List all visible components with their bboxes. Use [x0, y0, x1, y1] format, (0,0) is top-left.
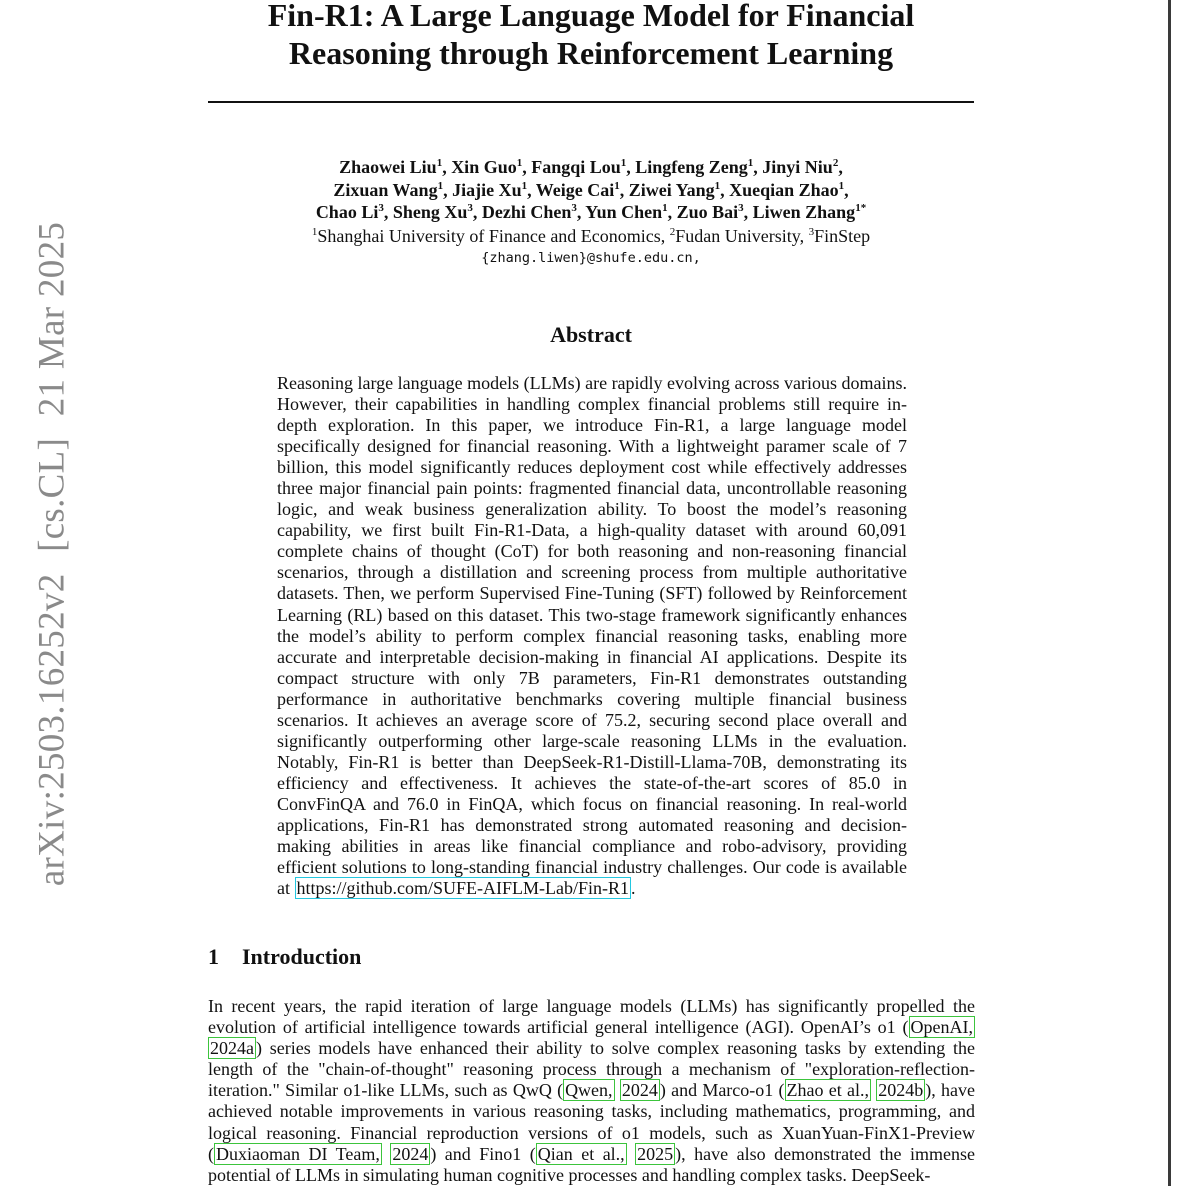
- arxiv-side-stamp: [31, 216, 74, 892]
- author-affil-sup: 3: [571, 202, 577, 214]
- affil-sup: 1: [311, 226, 318, 238]
- arxiv-category: [cs.CL]: [31, 437, 73, 552]
- citation-link[interactable]: Qwen,: [565, 1080, 613, 1101]
- intro-text: In recent years, the rapid iteration of large language models (LLMs) has significantly propelled the evolution of artificial intelligence towards artificial general intelligence (AGI). OpenAI’s o1 (: [208, 996, 975, 1038]
- affiliations: $^1$Shanghai University of Finance and Economics, $^2$Fudan University, $^3$FinStep: [311, 226, 871, 246]
- abstract-body: [277, 373, 907, 899]
- author-affil-sup: 1: [662, 202, 668, 214]
- citation-link[interactable]: OpenAI,: [910, 1017, 973, 1038]
- citation-link[interactable]: 2024a: [210, 1038, 254, 1059]
- citation-link[interactable]: 2024: [621, 1080, 658, 1101]
- paper-title: [208, 0, 974, 72]
- author-name: Xueqian Zhao: [729, 179, 839, 200]
- citation-link[interactable]: 2025: [637, 1143, 674, 1164]
- section-number: 1: [208, 944, 219, 969]
- author-affil-sup: 1: [521, 179, 528, 192]
- abstract-heading: Abstract: [550, 322, 632, 347]
- author-name: Zhaowei Liu: [339, 157, 437, 177]
- citation-link[interactable]: 2024: [392, 1143, 429, 1164]
- author-name: Jinyi Niu: [762, 157, 833, 177]
- author-affil-sup: 1: [436, 157, 443, 169]
- author-name: Chao Li: [315, 202, 379, 222]
- intro-text: ) and Fino1 (: [430, 1143, 536, 1164]
- author-affil-sup: 2: [832, 157, 839, 169]
- code-link[interactable]: https://github.com/SUFE-AIFLM-Lab/Fin-R1: [296, 878, 630, 899]
- section-title: Introduction: [242, 944, 362, 969]
- author-affil-sup: 1: [620, 157, 627, 169]
- author-affil-sup: 1: [614, 179, 620, 192]
- author-email: {zhang.liwen}@shufe.edu.cn,: [481, 250, 701, 266]
- arxiv-date: 21 Mar 2025: [31, 221, 73, 417]
- abstract-text: Reasoning large language models (LLMs) are rapidly evolving across various domains. However, their capabilities in handling complex financial problems still require in-depth exploration. In this paper, we introduce Fin-R1, a large language model specifically designed for financial reasoning. With a lightweight paramer scale of 7 billion, this model significantly reduces deployment cost while effectively addresses three major financial pain points: fragmented financial data, uncontrollable reasoning logic, and weak business generalization ability. To boost the model’s reasoning capability, we first built Fin-R1-Data, a high-quality dataset with around 60,091 complete chains of thought (CoT) for both reasoning and non-reasoning financial scenarios, through a distillation and screening process from multiple authoritative datasets. Then, we perform Supervised Fine-Tuning (SFT) followed by Reinforcement Learning (RL) based on this dataset. This two-stage framework significantly enhances the model’s ability to perform complex financial reasoning tasks, enabling more accurate and interpretable decision-making in financial AI applications. Despite its compact structure with only 7B parameters, Fin-R1 demonstrates outstanding performance in authoritative benchmarks covering multiple financial business scenarios. It achieves an average score of 75.2, securing second place overall and significantly outperforming other large-scale reasoning LLMs in the evaluation. Notably, Fin-R1 is better than DeepSeek-R1-Distill-Llama-70B, demonstrating its efficiency and effectiveness. It achieves the state-of-the-art scores of 85.0 in ConvFinQA and 76.0 in FinQA, which focus on financial reasoning. In real-world applications, Fin-R1 has demonstrated strong automated reasoning and decision-making abilities in areas like financial compliance and robo-advisory, providing efficient solutions to long-standing financial industry challenges. Our code is available at: [277, 373, 908, 899]
- citation-link[interactable]: Duxiaoman DI Team,: [216, 1143, 380, 1164]
- arxiv-id: arXiv:2503.16252v2: [31, 573, 73, 887]
- intro-text: ) series models have enhanced their ability to solve complex reasoning tasks by extending the length of the "chain-of-thought" reasoning process through a mechanism of "exploration-reflection-iteration." Similar o1-like LLMs, such as QwQ (: [208, 1038, 975, 1101]
- abstract-text-end: .: [631, 878, 636, 899]
- author-name: Zixuan Wang: [333, 179, 438, 200]
- citation-link[interactable]: 2024b: [878, 1080, 924, 1101]
- intro-text: ), have also demonstrated the immense potential of LLMs in simulating human cognitive processes and handling complex tasks. DeepSeek-: [208, 1143, 975, 1185]
- title-line-1: Fin-R1: A Large Language Model for Financial: [267, 0, 915, 33]
- author-line-2: Zixuan Wang$^1$, Jiajie Xu$^1$, Weige Cai$^1$, Ziwei Yang$^1$, Xueqian Zhao$^1$,: [333, 179, 849, 200]
- author-affil-sup: 1: [747, 157, 754, 169]
- intro-text: ) and Marco-o1 (: [659, 1080, 785, 1101]
- author-name: Zuo Bai: [676, 202, 739, 222]
- section-heading: [208, 942, 361, 972]
- affil-sup: 2: [669, 226, 676, 238]
- author-name: Lingfeng Zeng: [635, 157, 748, 177]
- author-name: Weige Cai: [535, 179, 615, 200]
- page-gutter: [1171, 0, 1186, 1186]
- title-rule: [208, 101, 974, 103]
- citation-link[interactable]: Qian et al.,: [537, 1143, 625, 1164]
- author-affil-sup: 1: [838, 179, 845, 192]
- author-name: Xin Guo: [451, 157, 517, 177]
- author-name: Jiajie Xu: [452, 179, 522, 200]
- author-affil-sup: 1: [516, 157, 523, 169]
- author-affil-sup: 1: [437, 179, 444, 192]
- author-affil-sup: 3: [378, 202, 384, 214]
- author-line-3: Chao Li$^3$, Sheng Xu$^3$, Dezhi Chen$^3$, Yun Chen$^1$, Zuo Bai$^3$, Liwen Zhang$^{1*}$: [315, 202, 867, 222]
- author-name: Ziwei Yang: [628, 179, 715, 200]
- author-line-1: Zhaowei Liu$^1$, Xin Guo$^1$, Fangqi Lou$^1$, Lingfeng Zeng$^1$, Jinyi Niu$^2$,: [339, 157, 843, 177]
- author-name: Liwen Zhang: [752, 202, 856, 222]
- author-name: Dezhi Chen: [481, 202, 572, 222]
- intro-paragraph: [208, 996, 975, 1186]
- citation-link[interactable]: Zhao et al.,: [786, 1080, 870, 1101]
- author-affil-sup: 3: [467, 202, 473, 214]
- affiliation-name: Fudan University: [675, 226, 800, 246]
- intro-text: ), have achieved notable improvements in various reasoning tasks, including mathematics, programming, and logical reasoning. Financial reproduction versions of o1 models, such as XuanYuan-FinX1-Preview (: [208, 1080, 976, 1164]
- affiliation-name: FinStep: [814, 226, 871, 246]
- author-name: Sheng Xu: [392, 202, 468, 222]
- author-name: Fangqi Lou: [531, 157, 621, 177]
- affiliation-name: Shanghai University of Finance and Economics: [317, 226, 661, 246]
- title-line-2: Reasoning through Reinforcement Learning: [288, 35, 894, 71]
- author-affil-sup: 1*: [855, 202, 867, 214]
- author-name: Yun Chen: [585, 202, 663, 222]
- author-list: [208, 156, 974, 224]
- author-affil-sup: 3: [738, 202, 744, 214]
- affil-sup: 3: [808, 226, 815, 238]
- author-affil-sup: 1: [714, 179, 721, 192]
